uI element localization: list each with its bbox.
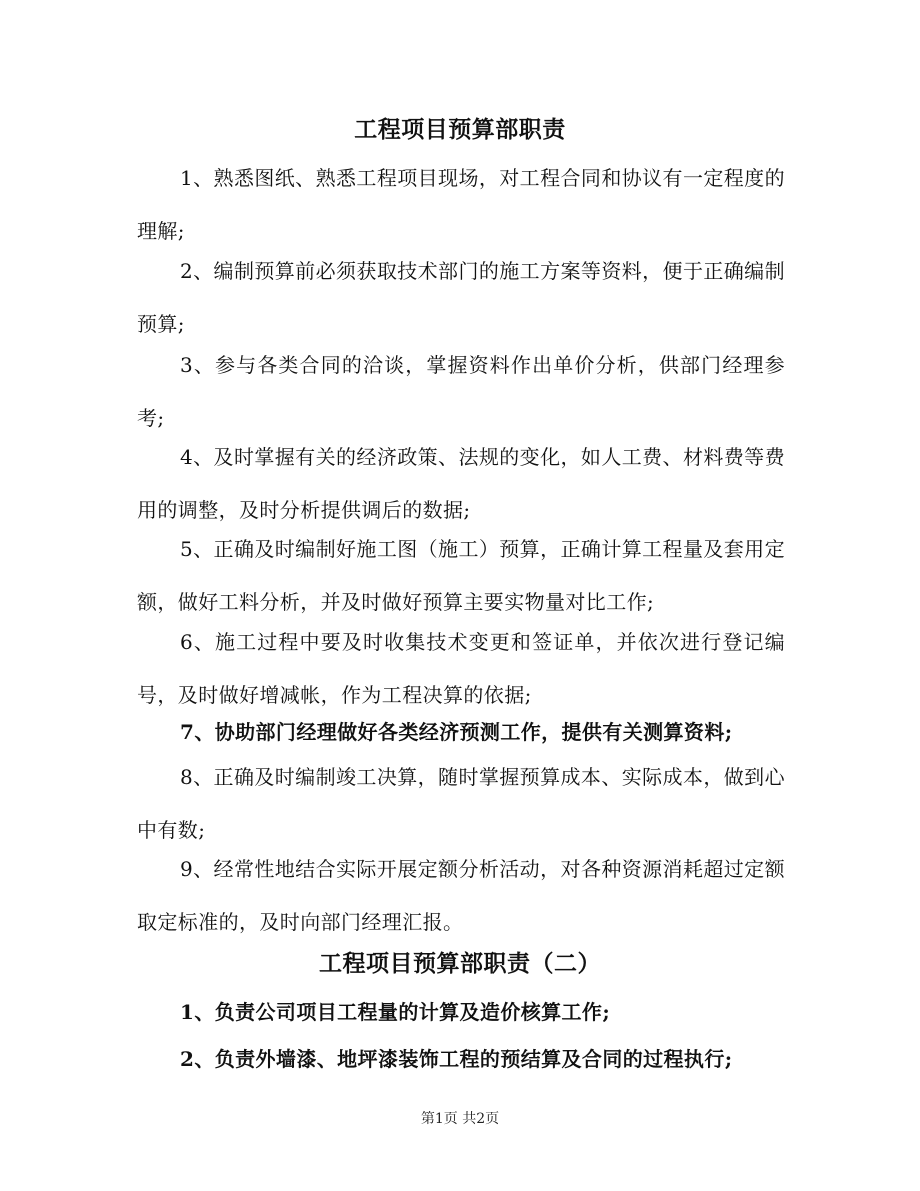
section-1-item-2: 2、编制预算前必须获取技术部门的施工方案等资料，便于正确编制预算; xyxy=(137,259,785,336)
section-2-item-1: 1、负责公司项目工程量的计算及造价核算工作; xyxy=(180,1000,611,1024)
section-1-item-8: 8、正确及时编制竣工决算，随时掌握预算成本、实际成本，做到心中有数; xyxy=(137,765,785,842)
section-1-item-1: 1、熟悉图纸、熟悉工程项目现场，对工程合同和协议有一定程度的理解; xyxy=(137,166,785,243)
section-1-item-4: 4、及时掌握有关的经济政策、法规的变化，如人工费、材料费等费用的调整，及时分析提供调后的数据; xyxy=(137,445,785,522)
section-1-item-5: 5、正确及时编制好施工图（施工）预算，正确计算工程量及套用定额，做好工料分析，并及时做好预算主要实物量对比工作; xyxy=(137,537,785,614)
section-1-item-3: 3、参与各类合同的洽谈，掌握资料作出单价分析，供部门经理参考; xyxy=(137,353,785,430)
section-1-item-7: 7、协助部门经理做好各类经济预测工作，提供有关测算资料; xyxy=(180,720,733,744)
section-2-title: 工程项目预算部职责（二） xyxy=(319,950,601,977)
section-1-item-6: 6、施工过程中要及时收集技术变更和签证单，并依次进行登记编号，及时做好增减帐，作为工程决算的依据; xyxy=(137,630,785,707)
section-1-title: 工程项目预算部职责 xyxy=(354,116,566,143)
section-1-item-9: 9、经常性地结合实际开展定额分析活动，对各种资源消耗超过定额取定标准的，及时向部门经理汇报。 xyxy=(137,857,785,934)
section-2-item-2: 2、负责外墙漆、地坪漆装饰工程的预结算及合同的过程执行; xyxy=(180,1047,733,1071)
page-number-footer: 第1页 共2页 xyxy=(420,1111,500,1127)
